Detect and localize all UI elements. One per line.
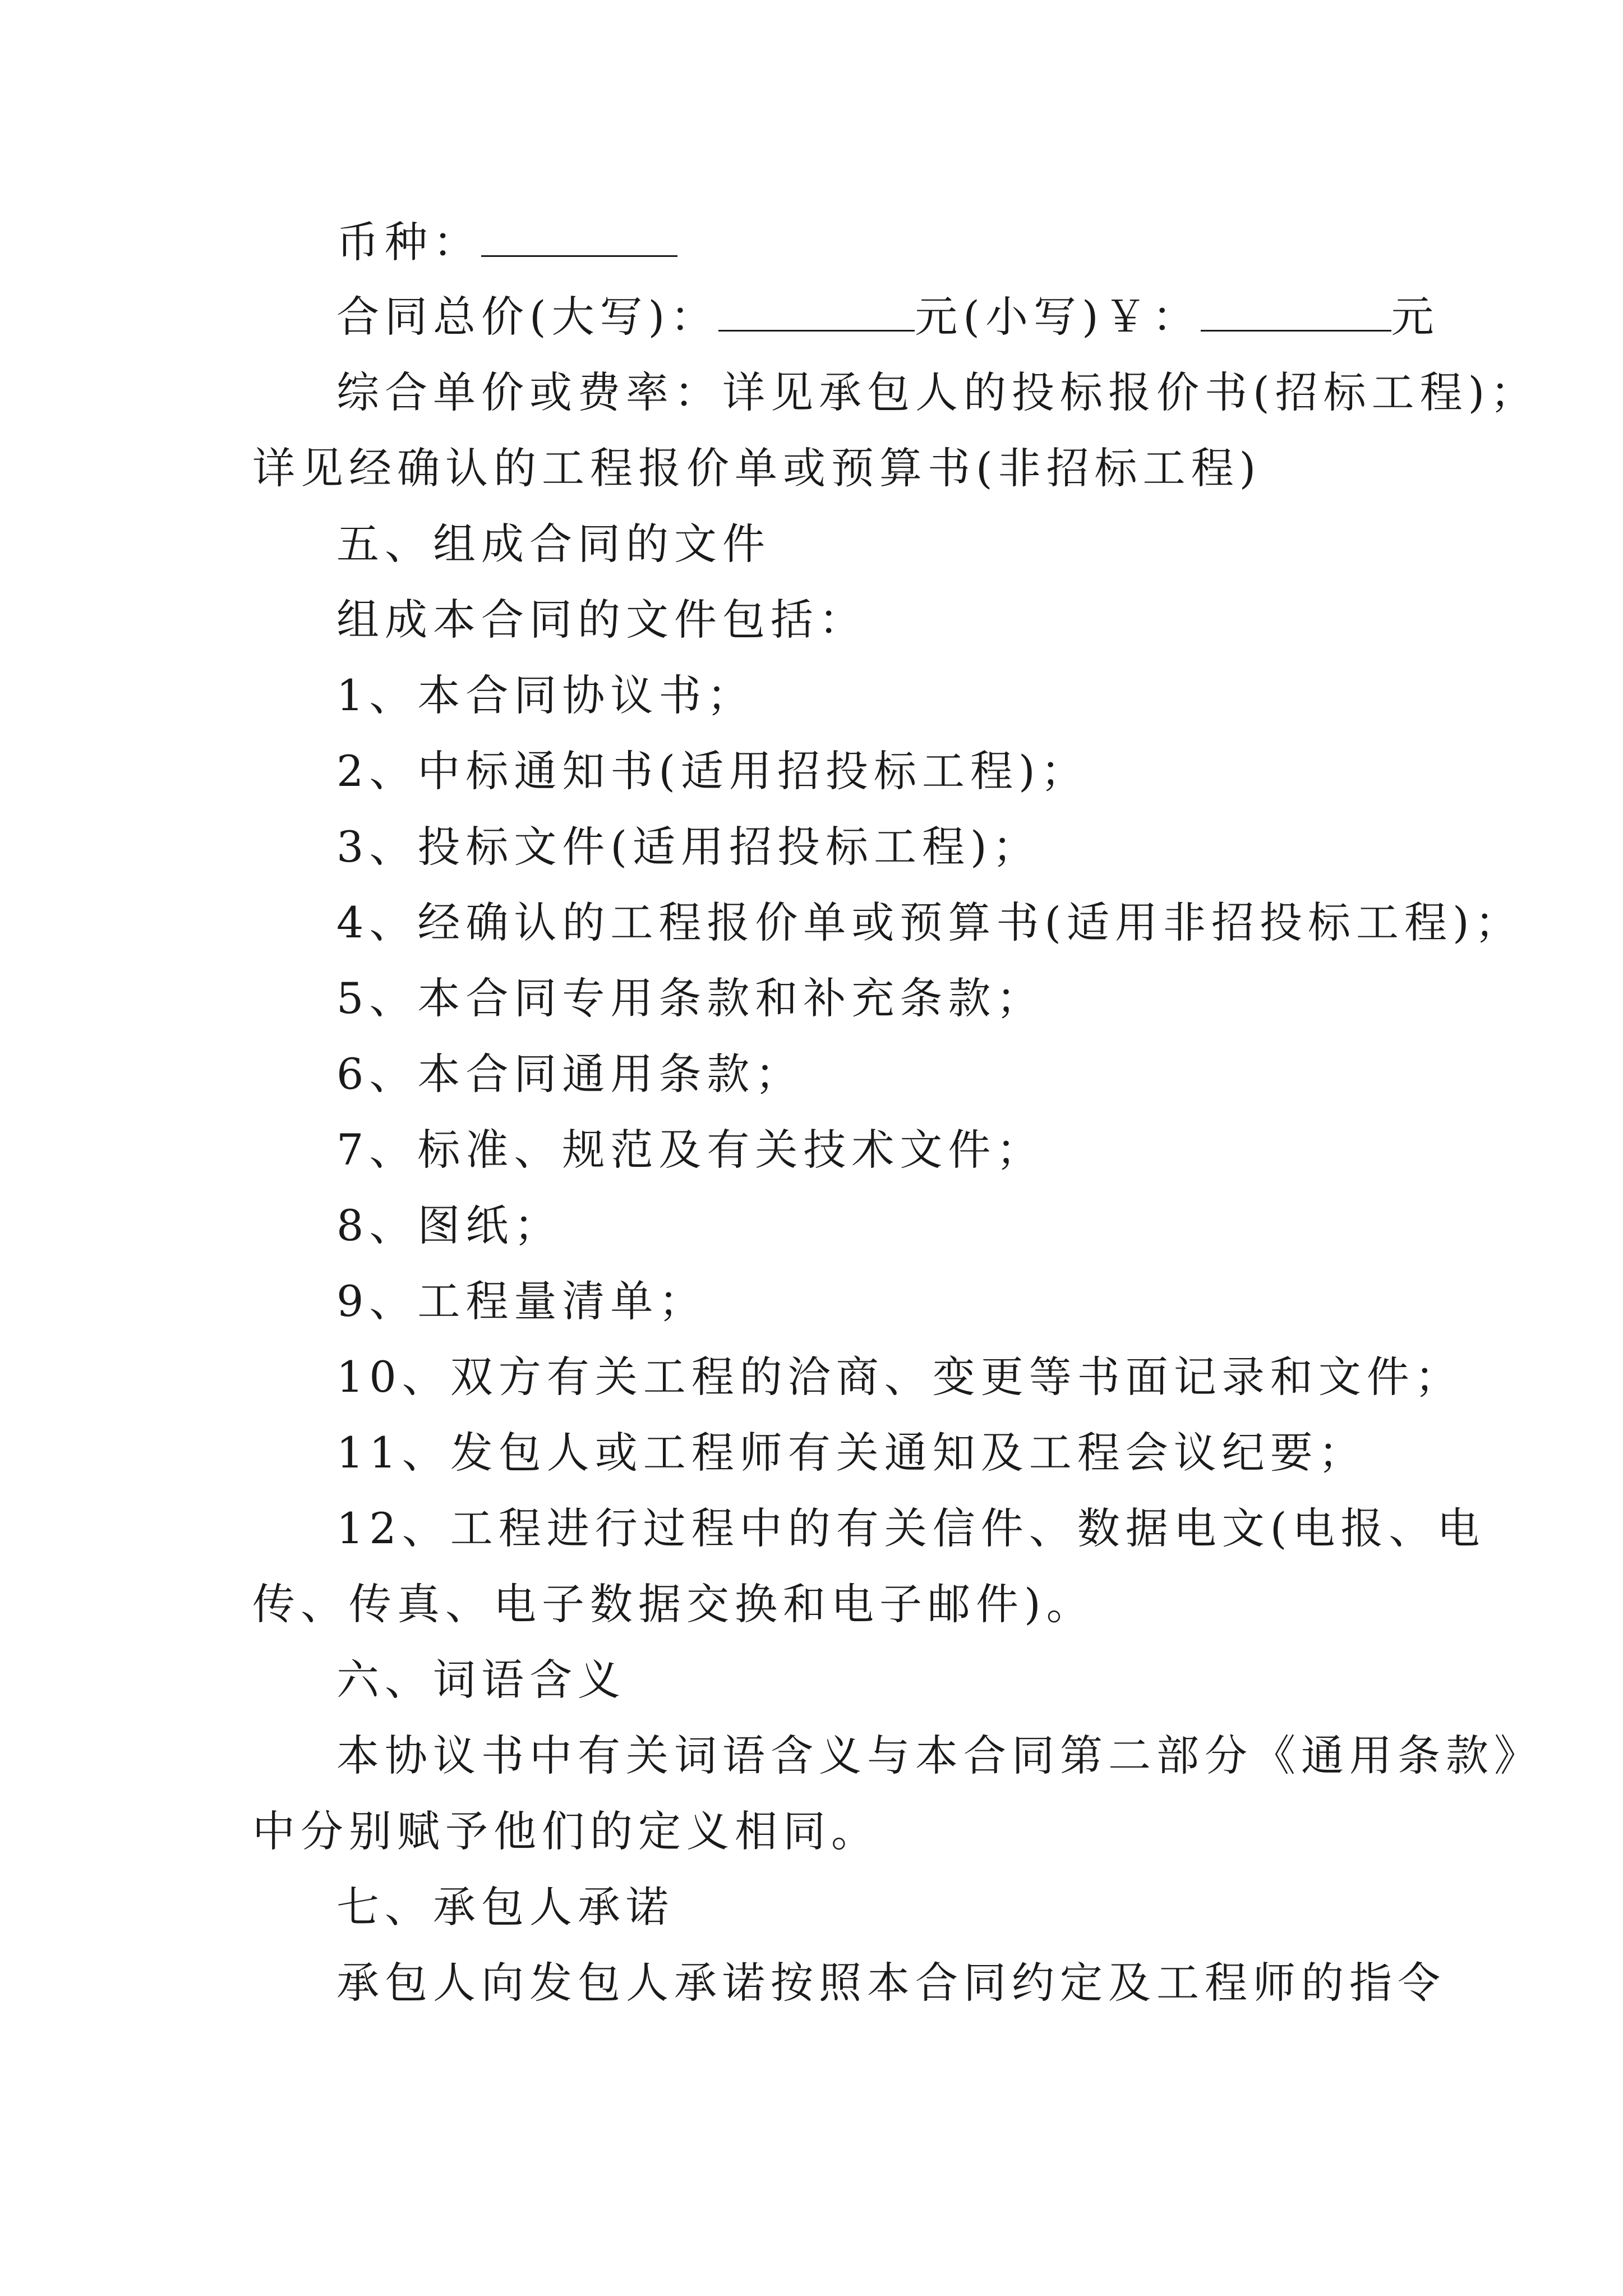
yuan-unit: 元 xyxy=(1391,292,1440,342)
list-item: 9、工程量清单； xyxy=(336,1276,707,1326)
section-7-title: 七、承包人承诺 xyxy=(336,1882,674,1932)
list-item: 3、投标文件(适用招投标工程)； xyxy=(336,822,1041,872)
section-7-line-1: 承包人向发包人承诺按照本合同约定及工程师的指令 xyxy=(336,1958,1446,2008)
section-6-line-1: 本协议书中有关词语含义与本合同第二部分《通用条款》 xyxy=(336,1731,1542,1780)
list-item: 7、标准、规范及有关技术文件； xyxy=(336,1125,1045,1175)
total-price-small-blank xyxy=(1201,294,1391,332)
total-price-big-blank xyxy=(718,294,915,332)
currency-blank xyxy=(481,219,677,257)
section-6-line-2: 中分别赋予他们的定义相同。 xyxy=(252,1806,879,1856)
list-item: 10、双方有关工程的洽商、变更等书面记录和文件； xyxy=(336,1352,1463,1402)
currency-line xyxy=(336,214,677,270)
list-item: 4、经确认的工程报价单或预算书(适用非招投标工程)； xyxy=(336,898,1523,947)
item-12-line-2: 传、传真、电子数据交换和电子邮件)。 xyxy=(252,1579,1095,1629)
section-5-title: 五、组成合同的文件 xyxy=(336,519,771,569)
item-12-line-1: 12、工程进行过程中的有关信件、数据电文(电报、电 xyxy=(336,1503,1486,1553)
total-price-big-label: 合同总价(大写)： xyxy=(336,292,719,342)
currency-label: 币种： xyxy=(336,217,481,267)
total-price-small-label: 元(小写)￥： xyxy=(915,292,1201,342)
list-item: 6、本合同通用条款； xyxy=(336,1049,804,1099)
list-item: 8、图纸； xyxy=(336,1200,562,1250)
list-item: 5、本合同专用条款和补充条款； xyxy=(336,973,1045,1023)
section-5-intro: 组成本合同的文件包括： xyxy=(336,595,867,645)
total-price-line xyxy=(336,289,1440,345)
section-6-title: 六、词语含义 xyxy=(336,1655,626,1705)
list-item: 11、发包人或工程师有关通知及工程会议纪要； xyxy=(336,1428,1367,1478)
unit-price-line-2: 详见经确认的工程报价单或预算书(非招标工程) xyxy=(252,443,1262,493)
unit-price-line-1: 综合单价或费率：详见承包人的投标报价书(招标工程)； xyxy=(336,367,1539,417)
list-item: 1、本合同协议书； xyxy=(336,670,755,720)
list-item: 2、中标通知书(适用招投标工程)； xyxy=(336,746,1089,796)
